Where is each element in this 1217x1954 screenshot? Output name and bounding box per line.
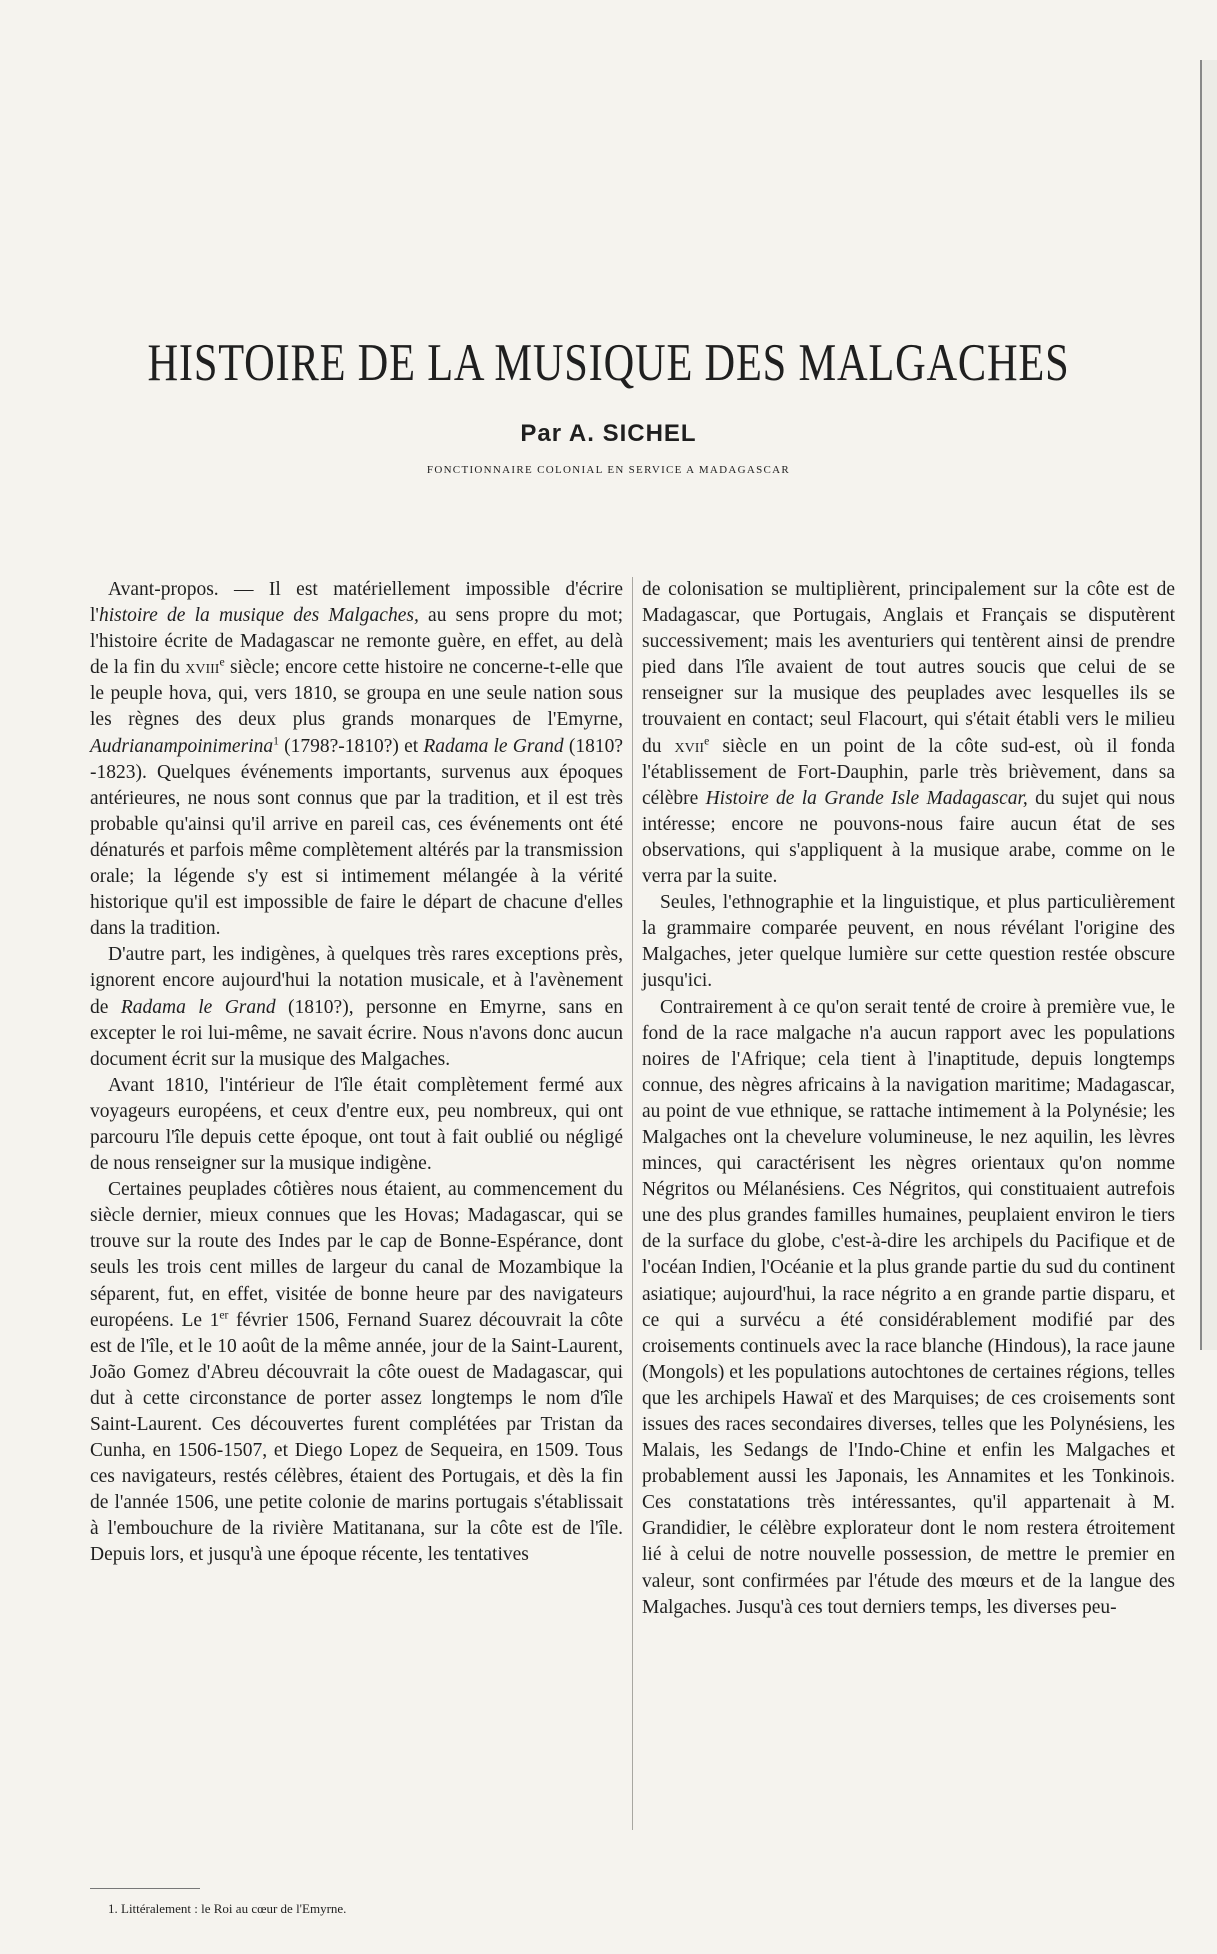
paragraph: Seules, l'ethnographie et la linguistique, et plus particulièrement la grammaire comparée peuvent, en nous révélant l'origine des Malgaches, jeter quelque lumière sur cette question restée obscure jusqu'ici. bbox=[642, 892, 1175, 992]
paragraph-avant-propos: Avant-propos. — Il est matériellement impossible d'écrire l'histoire de la musique des Malgaches, au sens propre du mot; l'histoire écrite de Madagascar ne remonte guère, en effet, au delà de la fin du xviii$^e$ siècle; encore cette histoire ne concerne-t-elle que le peuple hova, qui, vers 1810, se groupa en une seule nation sous les règnes des deux plus grands monarques de l'Emyrne, Audrianampoinimerina$^1$ (1798?-1810?) et Radama le Grand (1810?-1823). Quelques événements importants, survenus aux époques antérieures, ne nous sont connus que par la tradition, et il est très probable qu'ainsi qu'il arrive en pareil cas, ces événements ont été dénaturés et parfois même complètement altérés par la transmission orale; la légende s'y est si intimement mélangée à la vérité historique qu'il est impossible de faire le départ de chacune d'elles dans la tradition. bbox=[90, 579, 624, 940]
author-affiliation: FONCTIONNAIRE COLONIAL EN SERVICE A MADAGASCAR bbox=[426, 464, 791, 476]
paragraph: Contrairement à ce qu'on serait tenté de croire à première vue, le fond de la race malgache n'a aucun rapport avec les populations noires de l'Afrique; cela tient à l'inaptitude, depuis longtemps connue, des nègres africains à la navigation maritime; Madagascar, au point de vue ethnique, se rattache intimement à la Polynésie; les Malgaches ont la chevelure volumineuse, le nez aquilin, les lèvres minces, qui caractérisent les nègres orientaux qu'on nomme Négritos ou Mélanésiens. Ces Négritos, qui constituaient autrefois une des plus grandes familles humaines, peuplaient environ le tiers de la surface du globe, c'est-à-dire les archipels du Pacifique et de l'océan Indien, l'Océanie et la plus grande partie du sud du continent asiatique; aujourd'hui, la race négrito a en grande partie disparu, et ce qui a survécu a été considérablement modifié par des croisements continuels avec la race blanche (Hindous), la race jaune (Mongols) et les populations autochtones de certaines régions, telles que les archipels Hawaï et des Marquises; de ces croisements sont issues des races secondaires diverses, telles que les Polynésiens, les Malais, les Sedangs de l'Indo-Chine et enfin les Malgaches et probablement aussi les Japonais, les Annamites et les Tonkinois. Ces constatations très intéressantes, qu'il appartenait à M. Grandidier, le célèbre explorateur dont le nom restera étroitement lié à celui de notre nouvelle possession, de mettre le premier en valeur, sont confirmées par l'étude des mœurs et de la langue des Malgaches. Jusqu'à ces tout derniers temps, les diverses peu- bbox=[642, 996, 1175, 1618]
paragraph-continued: de colonisation se multiplièrent, principalement sur la côte est de Madagascar, que Portugais, Anglais et Français se disputèrent successivement; mais les aventuriers qui tentèrent ainsi de prendre pied dans l'île avaient de tout autres soucis que celui de se renseigner sur la musique des peuplades avec lesquelles ils se trouvaient en contact; seul Flacourt, qui s'était établi vers le milieu du xvii$^e$ siècle en un point de la côte sud-est, où il fonda l'établissement de Fort-Dauphin, parle très brièvement, dans sa célèbre Histoire de la Grande Isle Madagascar, du sujet qui nous intéresse; encore ne pouvons-nous faire aucun état de ses observations, qui s'appliquent à la musique arabe, comme on le verra par la suite. bbox=[642, 579, 1175, 888]
paragraph: Certaines peuplades côtières nous étaient, au commencement du siècle dernier, mieux connues que les Hovas; Madagascar, qui se trouve sur la route des Indes par le cap de Bonne-Espérance, dont seuls les trois cent milles de largeur du canal de Mozambique la séparent, fut, en effet, visitée de bonne heure par des navigateurs européens. Le 1er février 1506, Fernand Suarez découvrait la côte est de l'île, et le 10 août de la même année, jour de la Saint-Laurent, João Gomez d'Abreu découvrait la côte ouest de Madagascar, qui dut à cette circonstance de porter assez longtemps le nom d'île Saint-Laurent. Ces découvertes furent complétées par Tristan da Cunha, en 1506-1507, et Diego Lopez de Sequeira, en 1509. Tous ces navigateurs, restés célèbres, étaient des Portugais, et dès la fin de l'année 1506, une petite colonie de marins portugais s'établissait à l'embouchure de la rivière Matitanana, sur la côte est de l'île. Depuis lors, et jusqu'à une époque récente, les tentatives bbox=[90, 1179, 623, 1566]
column-divider bbox=[632, 577, 633, 1830]
footnote-marker: 1 bbox=[273, 734, 279, 748]
column-left bbox=[90, 577, 623, 1569]
adjacent-page-edge bbox=[1200, 60, 1217, 1350]
page-title: HISTOIRE DE LA MUSIQUE DES MALGACHES bbox=[147, 334, 1070, 392]
footnote-rule bbox=[90, 1888, 200, 1889]
footnote: 1. Littéralement : le Roi au cœur de l'Emyrne. bbox=[108, 1901, 347, 1916]
author-byline: Par A. SICHEL bbox=[520, 420, 697, 447]
column-right bbox=[642, 577, 1175, 1621]
paragraph: D'autre part, les indigènes, à quelques très rares exceptions près, ignorent encore aujourd'hui la notation musicale, et à l'avènement de Radama le Grand (1810?), personne en Emyrne, sans en excepter le roi lui-même, ne savait écrire. Nous n'avons donc aucun document écrit sur la musique des Malgaches. bbox=[90, 944, 624, 1070]
paragraph: Avant 1810, l'intérieur de l'île était complètement fermé aux voyageurs européens, et ceux d'entre eux, peu nombreux, qui ont parcouru l'île depuis cette époque, ont tout à fait oublié ou négligé de nous renseigner sur la musique indigène. bbox=[90, 1074, 623, 1175]
